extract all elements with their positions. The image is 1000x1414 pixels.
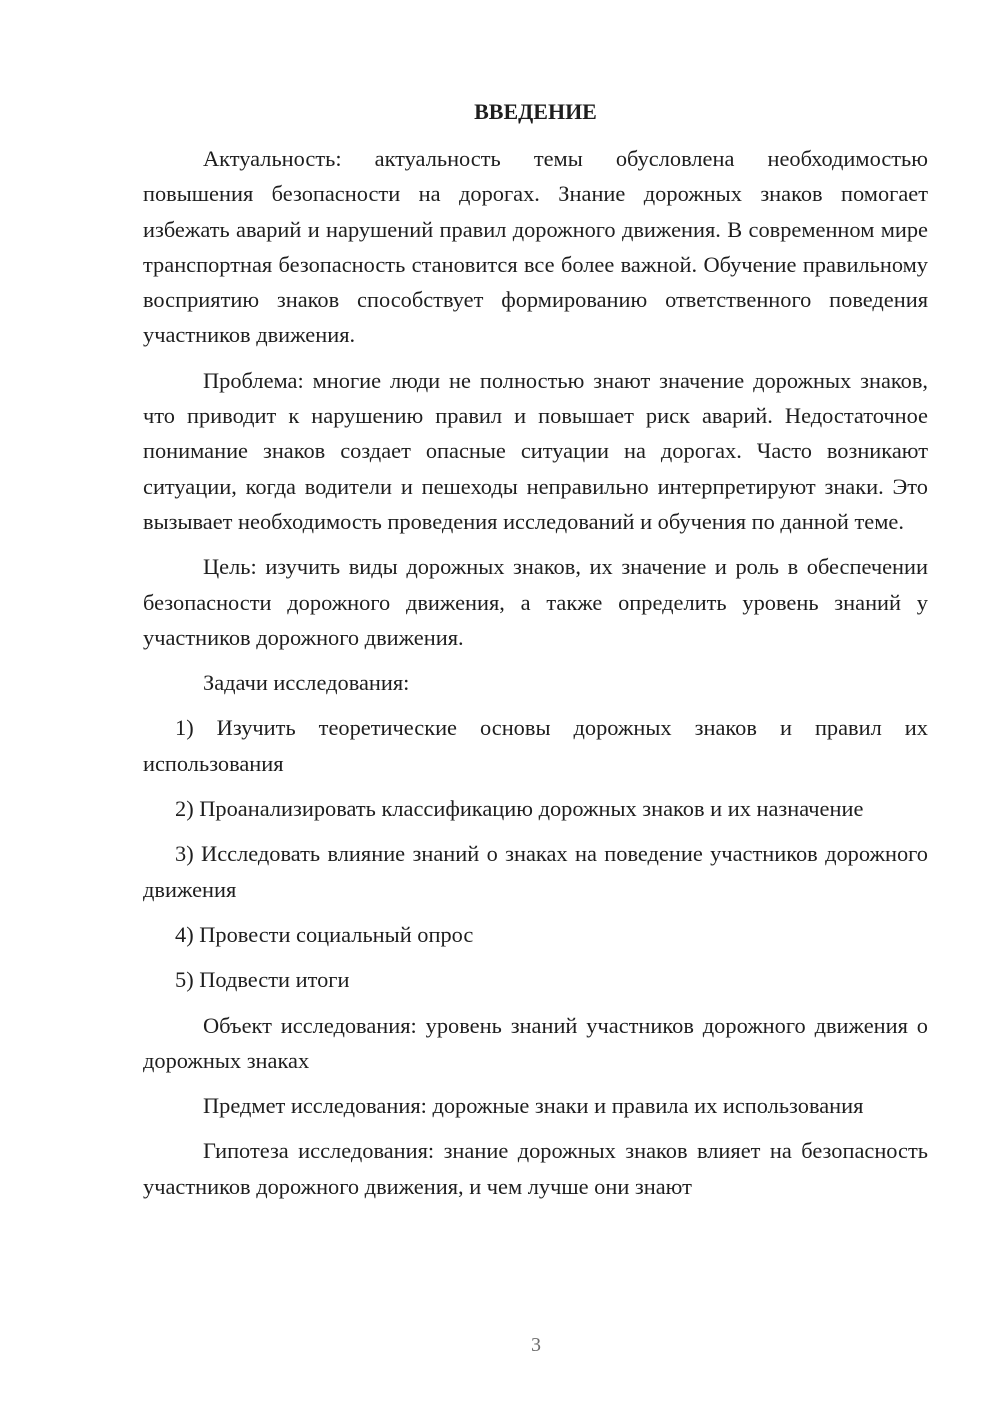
task-item-3: 3) Исследовать влияние знаний о знаках на поведение участников дорожного движения (143, 841, 928, 902)
section-title: ВВЕДЕНИЕ (474, 99, 597, 124)
task-item-4: 4) Провести социальный опрос (175, 921, 474, 947)
paragraph-object: Объект исследования: уровень знаний участников дорожного движения о дорожных знаках (143, 1012, 928, 1073)
page-number: 3 (531, 1334, 541, 1356)
paragraph-goal: Цель: изучить виды дорожных знаков, их значение и роль в обеспечении безопасности дорожного движения, а также определить уровень знаний у участников дорожного движения. (143, 554, 928, 650)
tasks-heading: Задачи исследования: (203, 670, 410, 696)
paragraph-problem: Проблема: многие люди не полностью знают значение дорожных знаков, что приводит к нарушению правил и повышает риск аварий. Недостаточное понимание знаков создает опасные ситуации на дорогах. Часто возникают ситуации, когда водители и пешеходы неправильно интерпретируют знаки. Это вызывает необходимость проведения исследований и обучения по данной теме. (143, 367, 928, 534)
task-item-2: 2) Проанализировать классификацию дорожных знаков и их назначение (175, 796, 864, 822)
paragraph-hypothesis: Гипотеза исследования: знание дорожных знаков влияет на безопасность участников дорожного движения, и чем лучше они знают (143, 1138, 928, 1199)
task-item-1: 1) Изучить теоретические основы дорожных знаков и правил их использования (143, 715, 928, 776)
paragraph-relevance: Актуальность: актуальность темы обусловлена необходимостью повышения безопасности на дорогах. Знание дорожных знаков помогает избежать аварий и нарушений правил дорожного движения. В современном мире транспортная безопасность становится все более важной. Обучение правильному восприятию знаков способствует формированию ответственного поведения участников движения. (143, 146, 928, 348)
document-page (143, 94, 928, 1204)
task-item-5: 5) Подвести итоги (175, 967, 350, 993)
paragraph-subject: Предмет исследования: дорожные знаки и правила их использования (203, 1093, 864, 1119)
